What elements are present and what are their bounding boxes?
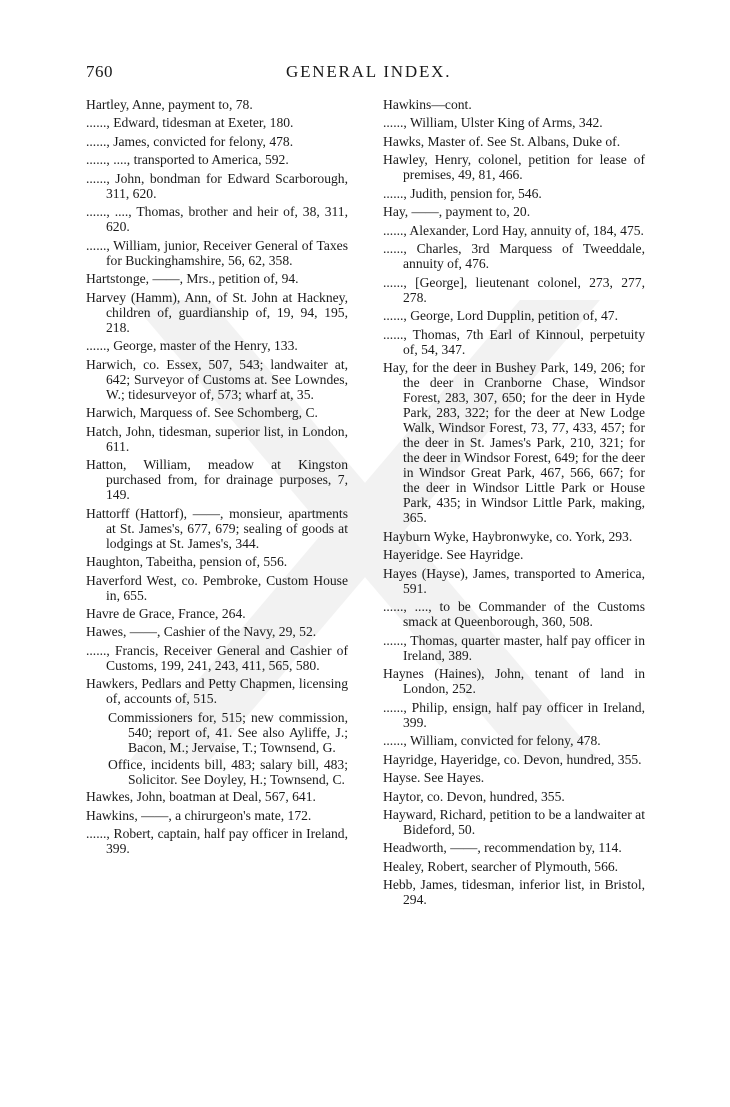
- index-entry: Hawks, Master of. See St. Albans, Duke of.: [383, 133, 621, 149]
- index-entry: Hattorff (Hattorf), ——, monsieur, apartments at St. James's, 677, 679; sealing of goods at lodgings at St. James's, 344.: [86, 505, 348, 551]
- index-entry: Hawkins, ——, a chirurgeon's mate, 172.: [86, 807, 312, 823]
- index-entry: Hartley, Anne, payment to, 78.: [86, 97, 253, 112]
- index-subentry: Office, incidents bill, 483; salary bill, 483; Solicitor. See Doyley, H.; Townsend, C.: [108, 757, 348, 788]
- index-entry: Hay, ——, payment to, 20.: [383, 204, 531, 220]
- index-subentry: Commissioners for, 515; new commission, 540; report of, 41. See also Ayliffe, J.; Bacon, M.; Jervaise, T.; Townsend, G.: [108, 709, 348, 755]
- index-entry: ......, Francis, Receiver General and Cashier of Customs, 199, 241, 243, 411, 565, 580.: [86, 642, 348, 673]
- index-entry: Hayse. See Hayes.: [383, 770, 485, 786]
- index-entry: Harwich, Marquess of. See Schomberg, C.: [86, 405, 318, 421]
- index-entry: ......, Thomas, 7th Earl of Kinnoul, perpetuity of, 54, 347.: [383, 326, 645, 357]
- index-column-left: [86, 97, 348, 859]
- index-entry: Hayward, Richard, petition to be a landwaiter at Bideford, 50.: [383, 806, 645, 837]
- index-entry: ......, William, convicted for felony, 478.: [383, 733, 601, 749]
- index-entry: Hatton, William, meadow at Kingston purchased from, for drainage purposes, 7, 149.: [86, 457, 348, 503]
- index-entry: Haytor, co. Devon, hundred, 355.: [383, 788, 565, 804]
- index-entry: Hawley, Henry, colonel, petition for lease of premises, 49, 81, 466.: [383, 152, 645, 183]
- index-entry: ......, Thomas, quarter master, half pay officer in Ireland, 389.: [383, 632, 645, 663]
- index-entry: ......, Alexander, Lord Hay, annuity of, 184, 475.: [383, 222, 644, 238]
- index-entry: Hartstonge, ——, Mrs., petition of, 94.: [86, 271, 299, 287]
- page-header: [86, 62, 646, 88]
- index-entry: ......, James, convicted for felony, 478.: [86, 133, 294, 149]
- index-entry: Hawkes, John, boatman at Deal, 567, 641.: [86, 789, 316, 805]
- index-entry: ......, ...., Thomas, brother and heir of, 38, 311, 620.: [86, 204, 348, 235]
- index-entry: ......, ...., transported to America, 592.: [86, 152, 289, 168]
- index-entry: ......, ...., to be Commander of the Customs smack at Queenborough, 360, 508.: [383, 599, 645, 630]
- index-entry: ......, Edward, tidesman at Exeter, 180.: [86, 115, 294, 131]
- index-entry: ......, Philip, ensign, half pay officer in Ireland, 399.: [383, 699, 645, 730]
- index-entry: ......, Robert, captain, half pay officer in Ireland, 399.: [86, 826, 348, 857]
- index-entry: ......, Judith, pension for, 546.: [383, 185, 542, 201]
- index-entry: ......, John, bondman for Edward Scarborough, 311, 620.: [86, 170, 348, 201]
- index-entry: Hayes (Hayse), James, transported to America, 591.: [383, 565, 645, 596]
- index-entry: Harvey (Hamm), Ann, of St. John at Hackney, children of, guardianship of, 19, 94, 195, 218.: [86, 289, 348, 335]
- index-entry: ......, William, junior, Receiver General of Taxes for Buckinghamshire, 56, 62, 358.: [86, 237, 348, 268]
- index-entry: ......, [George], lieutenant colonel, 273, 277, 278.: [383, 274, 645, 305]
- continuation-heading: Hawkins—cont.: [383, 97, 472, 112]
- index-entry: Hatch, John, tidesman, superior list, in London, 611.: [86, 423, 348, 454]
- index-entry: ......, George, master of the Henry, 133.: [86, 338, 298, 354]
- index-entry: ......, George, Lord Dupplin, petition of, 47.: [383, 308, 618, 324]
- index-entry: Hawkers, Pedlars and Petty Chapmen, licensing of, accounts of, 515.: [86, 676, 348, 707]
- page-number: 760: [86, 62, 113, 81]
- running-title: GENERAL INDEX.: [286, 62, 452, 81]
- index-entry: Haynes (Haines), John, tenant of land in London, 252.: [383, 666, 645, 697]
- index-entry: ......, Charles, 3rd Marquess of Tweeddale, annuity of, 476.: [383, 241, 645, 272]
- index-entry: ......, William, Ulster King of Arms, 342.: [383, 115, 603, 131]
- index-entry: Havre de Grace, France, 264.: [86, 606, 246, 622]
- index-entry: Hebb, James, tidesman, inferior list, in Bristol, 294.: [383, 877, 645, 908]
- index-entry: Hay, for the deer in Bushey Park, 149, 206; for the deer in Cranborne Chase, Windsor Forest, 283, 307, 650; for the deer in Hyde Park, 283, 322; for the deer at New Lodge Walk, Windsor Forest, 73, 77, 433, 457; for the deer in St. James's Park, 210, 321; for the deer in Windsor Forest, 649; for the deer in Windsor Great Park, 467, 566, 667; for the deer in Windsor Little Park or House Park, 435; in Windsor Little Park, making, 365.: [383, 360, 645, 526]
- index-entry: Hayburn Wyke, Haybronwyke, co. York, 293.: [383, 528, 633, 544]
- index-entry: Healey, Robert, searcher of Plymouth, 566.: [383, 858, 619, 874]
- index-entry: Haverford West, co. Pembroke, Custom House in, 655.: [86, 572, 348, 603]
- index-entry: Hayeridge. See Hayridge.: [383, 547, 524, 563]
- index-entry: Haughton, Tabeitha, pension of, 556.: [86, 554, 288, 570]
- index-column-right: [383, 97, 645, 911]
- index-entry: Harwich, co. Essex, 507, 543; landwaiter at, 642; Surveyor of Customs at. See Lowndes, W.; tidesurveyor of, 573; wharf at, 35.: [86, 356, 348, 402]
- index-entry: Headworth, ——, recommendation by, 114.: [383, 840, 622, 856]
- index-entry: Hawes, ——, Cashier of the Navy, 29, 52.: [86, 624, 317, 640]
- index-entry: Hayridge, Hayeridge, co. Devon, hundred, 355.: [383, 751, 642, 767]
